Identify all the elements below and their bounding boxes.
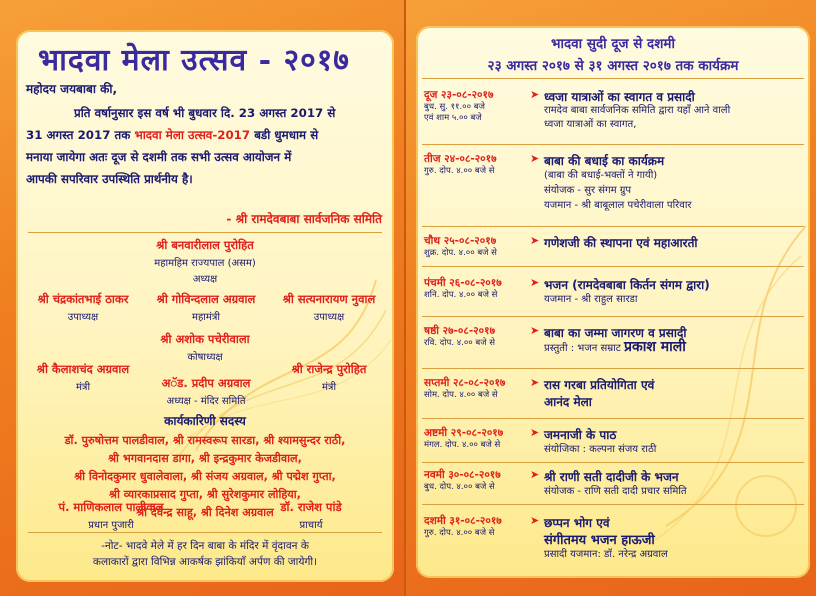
divider bbox=[422, 78, 804, 79]
person-name: श्री अशोक पचेरीवाला bbox=[160, 332, 250, 346]
intro-part: बडी धुमधाम से bbox=[250, 128, 319, 142]
schedule-entry bbox=[416, 234, 810, 270]
person-role: मंत्री bbox=[321, 382, 337, 393]
entry-detail bbox=[544, 340, 806, 356]
divider bbox=[422, 266, 804, 267]
person-head-priest bbox=[36, 500, 186, 531]
invitation-text bbox=[26, 102, 384, 190]
arrow-icon: ➤ bbox=[530, 376, 540, 389]
event-name: भादवा मेला उत्सव-2017 bbox=[134, 128, 251, 142]
person-vice-president bbox=[264, 292, 394, 323]
person-name: अॅड. प्रदीप अग्रवाल bbox=[161, 376, 251, 390]
entry-time: सोम. दोप. ४.०० बजे से bbox=[424, 390, 498, 400]
entry-detail: संयोजक - राणि सती दादी प्रचार समिति bbox=[544, 486, 687, 497]
person-principal bbox=[246, 500, 376, 531]
entry-event: श्री राणी सती दादीजी के भजन bbox=[544, 470, 679, 484]
person-general-secretary bbox=[140, 292, 272, 323]
person-secretary bbox=[264, 362, 394, 393]
entry-detail: प्रसादी यजमान: डॉ. नरेन्द्र अग्रवाल bbox=[544, 549, 668, 560]
entry-time bbox=[424, 102, 532, 124]
intro-line: आपकी सपरिवार उपस्थिति प्रार्थनीय है। bbox=[26, 172, 193, 186]
entry-date: षष्ठी २७-०८-२०१७ bbox=[424, 325, 496, 337]
left-panel bbox=[16, 30, 394, 582]
schedule-entry bbox=[416, 324, 810, 364]
arrow-icon: ➤ bbox=[530, 234, 540, 247]
entry-detail: रामदेव बाबा सार्वजनिक समिति द्वारा यहाँ आने वाली bbox=[544, 105, 731, 116]
right-panel bbox=[416, 26, 810, 578]
person-name: डॉ. राजेश पांडे bbox=[280, 500, 342, 514]
entry-event: ध्वजा यात्राओं का स्वागत व प्रसादी bbox=[544, 90, 695, 104]
person-title: महामहिम राज्यपाल (असम) bbox=[154, 258, 256, 269]
entry-event: संगीतमय भजन हाऊजी bbox=[544, 533, 655, 548]
entry-detail: संयोजक - सुर संगम ग्रुप bbox=[544, 185, 632, 196]
entry-detail: संयोजिका : कल्पना संजय राठी bbox=[544, 444, 657, 455]
entry-time: शुक्र. दोप. ४.०० बजे से bbox=[424, 248, 497, 258]
person-role: कोषाध्यक्ष bbox=[187, 352, 223, 363]
person-name: श्री चंद्रकांतभाई ठाकर bbox=[37, 292, 129, 306]
divider bbox=[422, 226, 804, 227]
entry-event: आनंद मेला bbox=[544, 395, 592, 409]
footer-note bbox=[26, 538, 384, 570]
entry-detail: (बाबा की बधाई-भक्तों ने गायी) bbox=[544, 170, 658, 181]
person-role: प्रधान पुजारी bbox=[88, 520, 134, 531]
person-role: उपाध्यक्ष bbox=[313, 312, 345, 323]
members-line: श्री देवेन्द्र साहू, श्री दिनेश अग्रवाल bbox=[136, 506, 274, 519]
arrow-icon: ➤ bbox=[530, 88, 540, 101]
entry-time: बुध. दोप. ४.०० बजे से bbox=[424, 482, 495, 492]
divider bbox=[422, 418, 804, 419]
person-role: मंत्री bbox=[75, 382, 91, 393]
entry-event: रास गरबा प्रतियोगिता एवं bbox=[544, 378, 655, 392]
schedule-entry bbox=[416, 152, 810, 224]
arrow-icon: ➤ bbox=[530, 324, 540, 337]
arrow-icon: ➤ bbox=[530, 276, 540, 289]
entry-date: दूज २३-०८-२०१७ bbox=[424, 89, 494, 101]
page-title: भादवा मेला उत्सव - २०१७ bbox=[38, 43, 350, 78]
salutation: महोदय जयबाबा की, bbox=[26, 82, 118, 96]
person-name: श्री राजेन्द्र पुरोहित bbox=[291, 362, 367, 376]
entry-detail: ध्वजा यात्राओं का स्वागत, bbox=[544, 119, 637, 130]
schedule-entry bbox=[416, 468, 810, 508]
entry-event: छप्पन भोग एवं bbox=[544, 516, 610, 530]
schedule-entry bbox=[416, 276, 810, 312]
entry-event: भजन (रामदेवबाबा किर्तन संगम द्वारा) bbox=[544, 278, 710, 292]
intro-line: मनाया जायेगा अतः दूज से दशमी तक सभी उत्सव आयोजन में bbox=[26, 150, 292, 164]
entry-detail: यजमान - श्री राहुल सारडा bbox=[544, 294, 638, 305]
schedule-entry bbox=[416, 88, 810, 144]
committee-title: कार्यकारिणी सदस्य bbox=[164, 414, 246, 428]
intro-line: प्रति वर्षानुसार इस वर्ष भी बुधवार दि. 23 अगस्त 2017 से bbox=[74, 106, 336, 120]
invitation-right-page bbox=[404, 0, 816, 596]
schedule-entry bbox=[416, 376, 810, 416]
person-name: श्री सत्यनारायण नुवाल bbox=[282, 292, 376, 306]
entry-time: गुरु. दोप. ४.०० बजे से bbox=[424, 528, 495, 538]
artist-name: प्रकाश माली bbox=[624, 339, 686, 355]
entry-date: तीज २४-०८-२०१७ bbox=[424, 153, 497, 165]
arrow-icon: ➤ bbox=[530, 468, 540, 481]
schedule-entry bbox=[416, 514, 810, 570]
schedule-title: भादवा सुदी दूज से दशमी bbox=[551, 36, 675, 52]
detail-prefix: प्रस्तुती : भजन सम्राट bbox=[544, 343, 625, 354]
person-role: महामंत्री bbox=[192, 312, 220, 323]
person-role: प्राचार्य bbox=[299, 520, 323, 531]
divider bbox=[28, 232, 382, 233]
schedule-subtitle: २३ अगस्त २०१७ से ३१ अगस्त २०१७ तक कार्यक्रम bbox=[487, 58, 739, 74]
person-name: पं. माणिकलाल पालीवाल bbox=[58, 500, 164, 514]
entry-time: रवि. दोप. ४.०० बजे से bbox=[424, 338, 496, 348]
time-line: एवं शाम ५.०० बजे bbox=[424, 113, 482, 123]
members-line: श्री भगवानदास डागा, श्री इन्द्रकुमार केजडीवाल, bbox=[108, 452, 302, 465]
person-treasurer bbox=[16, 332, 394, 363]
invitation-left-page bbox=[0, 0, 404, 596]
person-role: अध्यक्ष bbox=[192, 274, 218, 285]
entry-date: सप्तमी २८-०८-२०१७ bbox=[424, 377, 506, 389]
intro-part: 31 अगस्त 2017 तक bbox=[26, 128, 135, 142]
arrow-icon: ➤ bbox=[530, 426, 540, 439]
entry-date: पंचमी २६-०८-२०१७ bbox=[424, 277, 502, 289]
entry-date: चौथ २५-०८-२०१७ bbox=[424, 235, 497, 247]
entry-event: जमनाजी के पाठ bbox=[544, 428, 617, 442]
time-line: बुध. सु. ११.०० बजे bbox=[424, 102, 485, 112]
entry-date: दशमी ३१-०८-२०१७ bbox=[424, 515, 502, 527]
divider bbox=[422, 504, 804, 505]
note-line: कलाकारों द्वारा विभिन्न आकर्षक झांकियाँ अर्पण की जायेगी। bbox=[92, 556, 318, 568]
entry-time: मंगल. दोप. ४.०० बजे से bbox=[424, 440, 501, 450]
divider bbox=[422, 316, 804, 317]
divider bbox=[28, 532, 382, 533]
members-line: डॉ. पुरुषोत्तम पालडीवाल, श्री रामस्वरूप सारडा, श्री श्यामसुन्दर राठी, bbox=[64, 434, 346, 447]
arrow-icon: ➤ bbox=[530, 152, 540, 165]
entry-event: बाबा का जम्मा जागरण व प्रसादी bbox=[544, 326, 687, 340]
entry-time: शनि. दोप. ४.०० बजे से bbox=[424, 290, 498, 300]
entry-time: गुरु. दोप. ४.०० बजे से bbox=[424, 166, 495, 176]
entry-date: अष्टमी २९-०८-२०१७ bbox=[424, 427, 504, 439]
person-role: अध्यक्ष - मंदिर समिति bbox=[166, 396, 246, 407]
person-name: श्री गोविन्दलाल अग्रवाल bbox=[156, 292, 256, 306]
arrow-icon: ➤ bbox=[530, 514, 540, 527]
person-president bbox=[16, 238, 394, 285]
person-vice-president bbox=[18, 292, 148, 323]
members-line: श्री विनोदकुमार धुवालेवाला, श्री संजय अग्रवाल, श्री पद्मेश गुप्ता, bbox=[74, 470, 336, 483]
divider bbox=[422, 144, 804, 145]
person-name: श्री कैलाशचंद अग्रवाल bbox=[36, 362, 130, 376]
divider bbox=[422, 462, 804, 463]
organizer-signature: - श्री रामदेवबाबा सार्वजनिक समिति bbox=[226, 212, 382, 226]
divider bbox=[422, 368, 804, 369]
note-line: -नोट- भादवे मेले में हर दिन बाबा के मंदिर में वृंदावन के bbox=[101, 540, 309, 552]
person-temple-committee-president bbox=[134, 376, 278, 407]
entry-date: नवमी ३०-०८-२०१७ bbox=[424, 469, 501, 481]
person-name: श्री बनवारीलाल पुरोहित bbox=[156, 238, 254, 252]
intro-line bbox=[26, 124, 384, 146]
person-secretary bbox=[18, 362, 148, 393]
entry-detail: यजमान - श्री बाबूलाल पचेरीवाला परिवार bbox=[544, 200, 692, 211]
entry-event: बाबा की बधाई का कार्यक्रम bbox=[544, 154, 665, 168]
entry-event: गणेशजी की स्थापना एवं महाआरती bbox=[544, 236, 698, 250]
person-role: उपाध्यक्ष bbox=[67, 312, 99, 323]
members-line: श्री व्यारकाप्रसाद गुप्ता, श्री सुरेशकुमार लोहिया, bbox=[109, 488, 301, 501]
schedule-entry bbox=[416, 426, 810, 466]
